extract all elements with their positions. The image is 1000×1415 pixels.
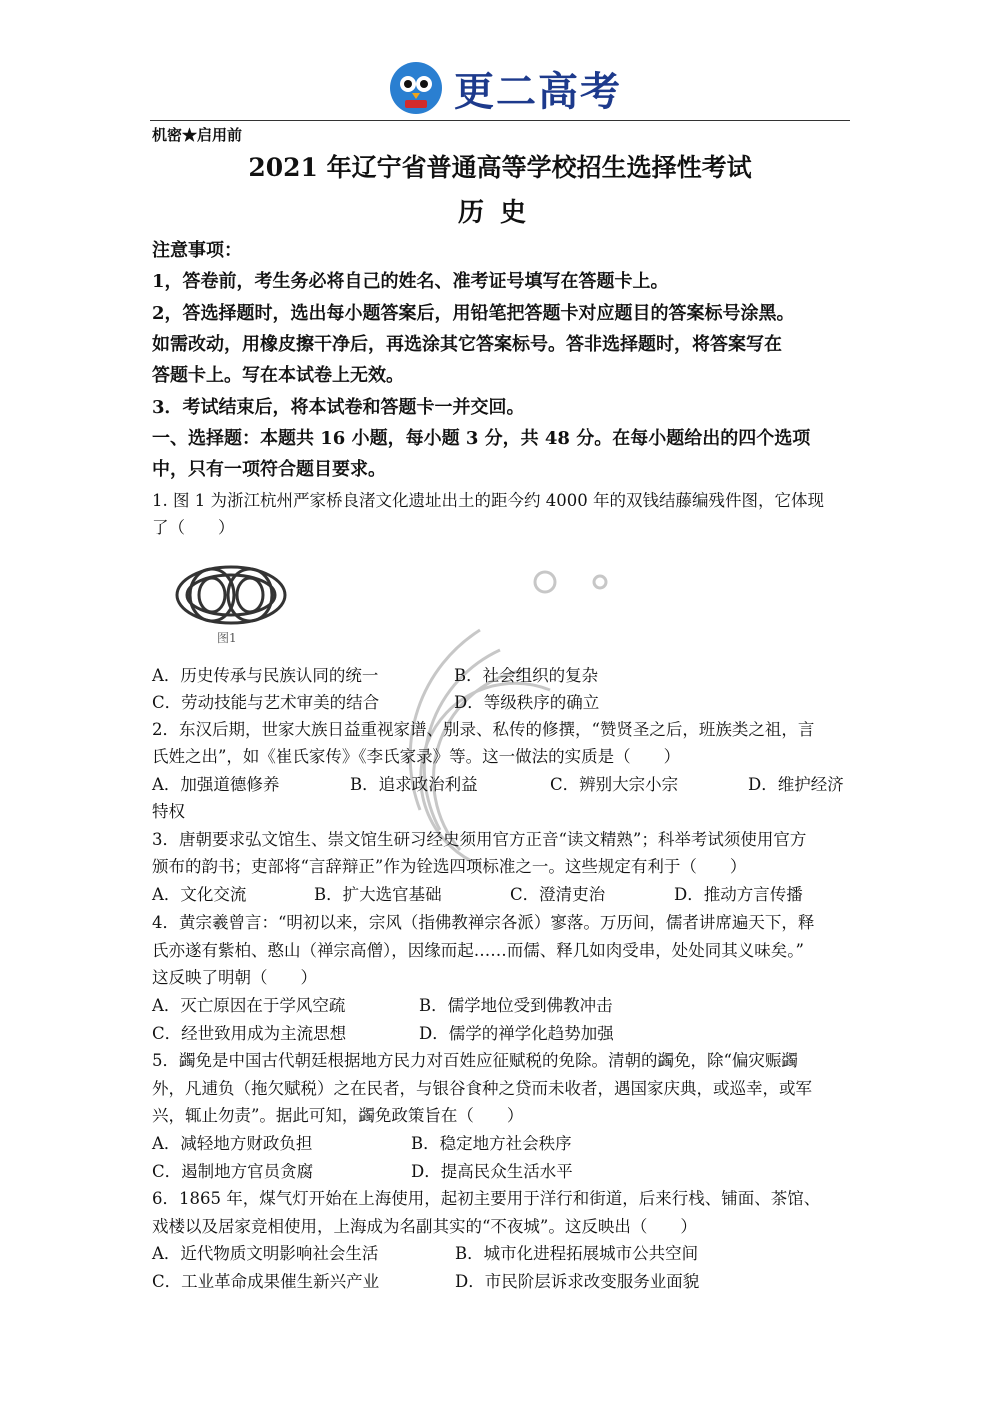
option-a: A．近代物质文明影响社会生活 [152,1244,379,1263]
option-c: C．工业革命成果催生新兴产业 [152,1272,380,1291]
option-c: C．劳动技能与艺术审美的结合 [152,693,380,712]
question-stem: 颁布的韵书；吏部将“言辞辩正”作为铨选四项标准之一。这些规定有利于（ ） [152,857,747,876]
option-d: D．维护经济 [748,775,844,794]
note-line: 1，答卷前，考生务必将自己的姓名、准考证号填写在答题卡上。 [152,271,669,292]
option-b: B．儒学地位受到佛教冲击 [419,996,613,1015]
owl-logo-icon [388,60,444,116]
question-stem: 外，凡逋负（拖欠赋税）之在民者，与银谷食种之贷而未收者，遇国家庆典，或巡幸，或军 [152,1079,812,1098]
question-stem: 氏亦遂有紫柏、憨山（禅宗高僧），因缘而起……而儒、释几如肉受串，处处同其义味矣。” [152,941,804,960]
option-b: B．追求政治利益 [350,775,478,794]
question-stem: 戏楼以及居家竞相使用，上海成为名副其实的“不夜城”。这反映出（ ） [152,1217,697,1236]
note-line: 2，答选择题时，选出每小题答案后，用铅笔把答题卡对应题目的答案标号涂黑。 [152,303,795,324]
brand-logo [388,60,622,116]
section-heading: 中，只有一项符合题目要求。 [152,459,386,480]
option-a: A．历史传承与民族认同的统一 [152,666,379,685]
question-stem: 氏姓之出”，如《崔氏家传》《李氏家录》等。这一做法的实质是（ ） [152,747,681,766]
option-b: B．扩大选官基础 [314,885,442,904]
option-d: D．推动方言传播 [674,885,803,904]
question-stem: 这反映了明朝（ ） [152,968,317,987]
option-b: B．稳定地方社会秩序 [411,1134,572,1153]
option-d: D．等级秩序的确立 [454,693,600,712]
question-stem: 兴，辄止勿责”。据此可知，蠲免政策旨在（ ） [152,1106,524,1125]
question-stem: 1. 图 1 为浙江杭州严家桥良渚文化遗址出土的距今约 4000 年的双钱结藤编残件图，它体现 [152,491,824,510]
option-b: B．城市化进程拓展城市公共空间 [455,1244,699,1263]
option-c: C．辨别大宗小宗 [550,775,679,794]
option-a: A．减轻地方财政负担 [152,1134,313,1153]
option-b: B．社会组织的复杂 [454,666,599,685]
note-line: 答题卡上。写在本试卷上无效。 [152,365,404,386]
option-d: D．市民阶层诉求改变服务业面貌 [455,1272,700,1291]
header-rule [150,120,850,121]
notes-heading: 注意事项： [152,240,242,261]
option-a: A．灭亡原因在于学风空疏 [152,996,346,1015]
question-stem: 4．黄宗羲曾言：“明初以来，宗风（指佛教禅宗各派）寥落。万历间，儒者讲席遍天下，释 [152,913,815,932]
figure-caption: 图1 [217,631,237,645]
option-a: A．文化交流 [152,885,247,904]
question-stem: 5．蠲免是中国古代朝廷根据地方民力对百姓应征赋税的免除。清朝的蠲免，除“偏灾赈蠲 [152,1051,798,1070]
option-d: D．儒学的禅学化趋势加强 [419,1024,614,1043]
option-c: C．经世致用成为主流思想 [152,1024,347,1043]
option-c: C．遏制地方官员贪腐 [152,1162,314,1181]
subject-title: 历史 [457,198,542,228]
option-a: A．加强道德修养 [152,775,280,794]
section-heading: 一、选择题：本题共 16 小题，每小题 3 分，共 48 分。在每小题给出的四个选项 [152,428,811,449]
note-line: 如需改动，用橡皮擦干净后，再选涂其它答案标号。答非选择题时，将答案写在 [152,334,782,355]
exam-title: 2021 年辽宁省普通高等学校招生选择性考试 [248,153,752,182]
logo-text: 更二高考 [454,68,622,115]
note-line: 3．考试结束后，将本试卷和答题卡一并交回。 [152,397,525,418]
option-d-continued: 特权 [152,802,185,821]
question-stem: 6．1865 年，煤气灯开始在上海使用，起初主要用于洋行和街道，后来行栈、铺面、茶馆、 [152,1189,821,1208]
option-d: D．提高民众生活水平 [411,1162,573,1181]
question-stem: 了（ ） [152,518,235,537]
confidential-label: 机密★启用前 [152,126,243,144]
question-stem: 2．东汉后期，世家大族日益重视家谱、别录、私传的修撰，“赞贤圣之后，班族类之祖，言 [152,720,815,739]
option-c: C．澄清吏治 [510,885,606,904]
question-stem: 3．唐朝要求弘文馆生、崇文馆生研习经史须用官方正音“读文精熟”；科举考试须使用官方 [152,830,807,849]
